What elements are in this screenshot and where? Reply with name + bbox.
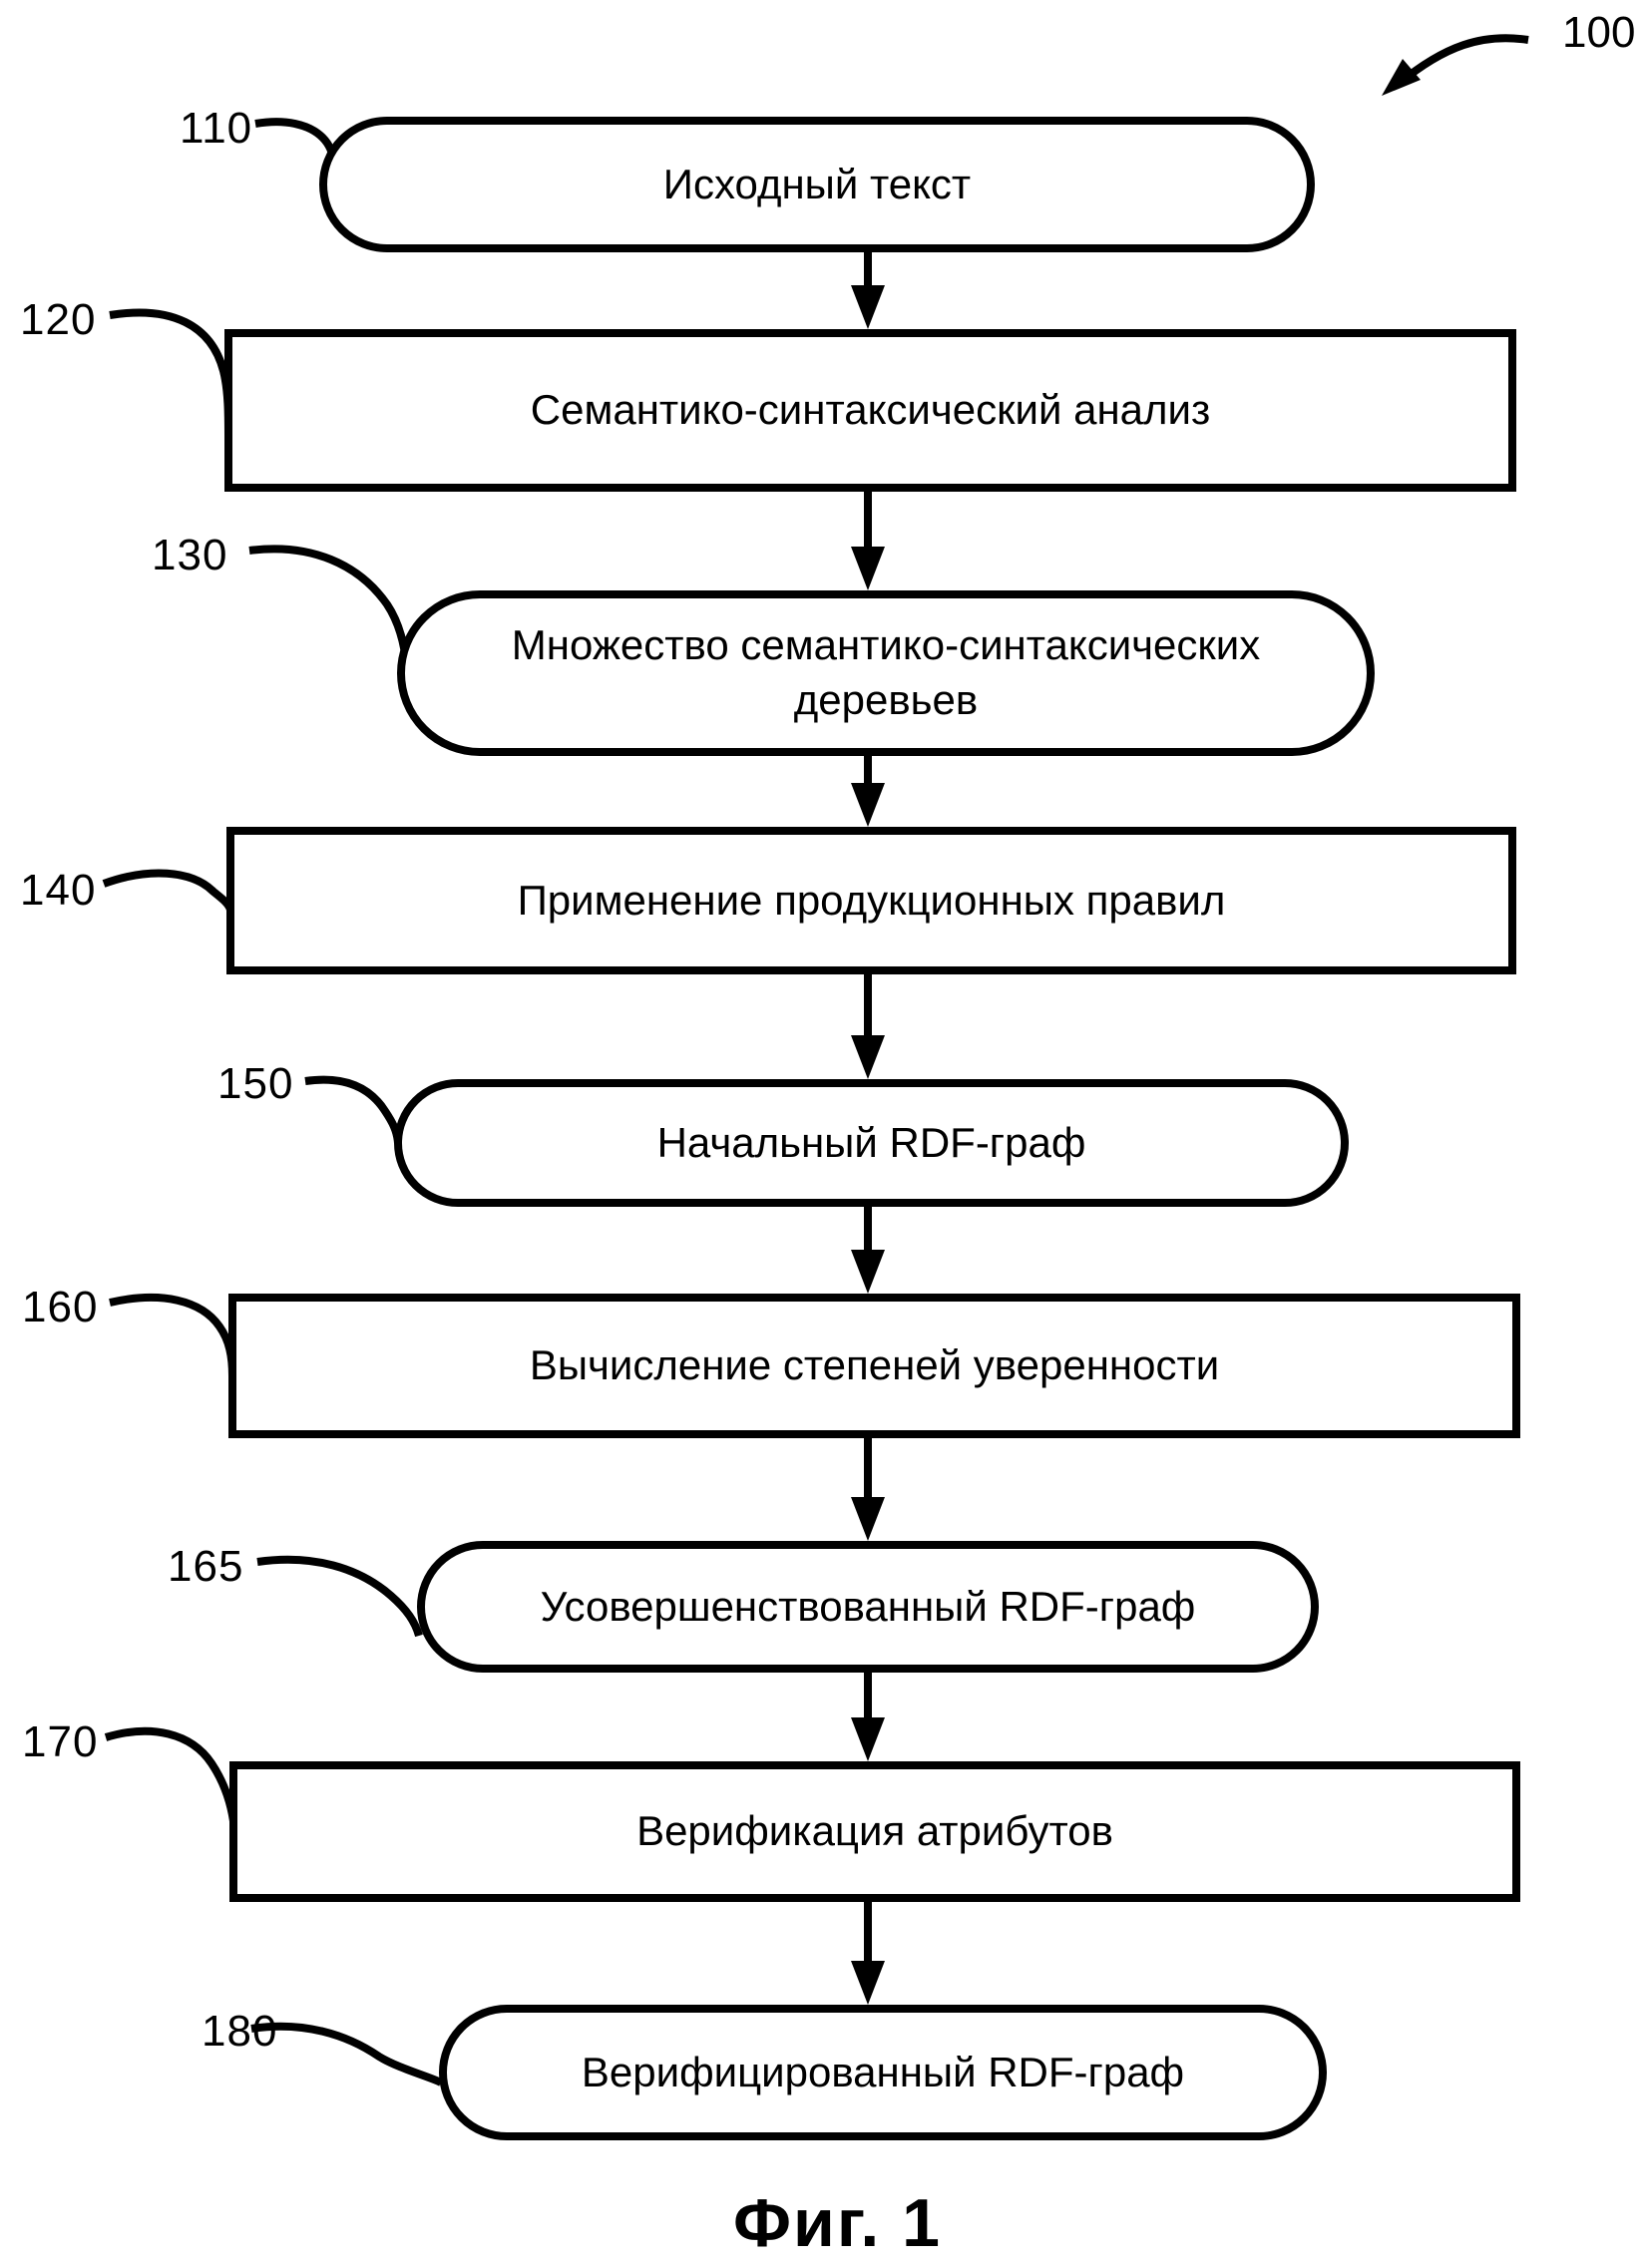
leader-line-150 (305, 1080, 398, 1143)
flowchart-node-170: Верификация атрибутов (229, 1761, 1520, 1902)
flowchart-node-140: Применение продукционных правил (226, 827, 1516, 974)
figure-pointer-arrowhead (1382, 59, 1421, 96)
flow-arrowhead-160 (851, 1250, 885, 1294)
leader-line-165 (257, 1560, 419, 1636)
ref-label-130: 130 (152, 531, 228, 579)
flow-arrowhead-150 (851, 1035, 885, 1079)
flowchart-node-120: Семантико-синтаксический анализ (224, 329, 1516, 492)
flow-arrowhead-120 (851, 285, 885, 329)
ref-label-180: 180 (202, 2007, 278, 2056)
flow-arrowhead-165 (851, 1497, 885, 1541)
ref-label-110: 110 (180, 104, 253, 153)
flow-arrowhead-170 (851, 1717, 885, 1761)
ref-label-165: 165 (168, 1542, 244, 1591)
leader-line-180 (251, 2027, 441, 2082)
flowchart-node-160: Вычисление степеней уверенности (228, 1294, 1520, 1438)
leader-line-120 (110, 312, 228, 441)
ref-label-170: 170 (22, 1717, 99, 1766)
ref-label-120: 120 (20, 295, 97, 344)
figure-caption: Фиг. 1 (733, 2185, 942, 2261)
flowchart-node-150: Начальный RDF-граф (394, 1079, 1349, 1207)
flow-arrowhead-180 (851, 1961, 885, 2005)
ref-label-160: 160 (22, 1283, 99, 1331)
figure-number-label: 100 (1562, 8, 1636, 57)
flowchart-node-180: Верифицированный RDF-граф (439, 2005, 1327, 2140)
flowchart-node-110: Исходный текст (319, 117, 1315, 252)
leader-line-130 (249, 549, 407, 670)
ref-label-140: 140 (20, 866, 97, 915)
flow-arrowhead-130 (851, 547, 885, 590)
ref-label-150: 150 (217, 1059, 294, 1108)
flowchart-node-165: Усовершенствованный RDF-граф (417, 1541, 1319, 1673)
leader-line-160 (110, 1298, 232, 1376)
leader-line-170 (106, 1731, 233, 1821)
flow-arrowhead-140 (851, 783, 885, 827)
leader-line-140 (104, 874, 230, 910)
flowchart-node-130: Множество семантико-синтаксических деревьев (397, 590, 1375, 756)
